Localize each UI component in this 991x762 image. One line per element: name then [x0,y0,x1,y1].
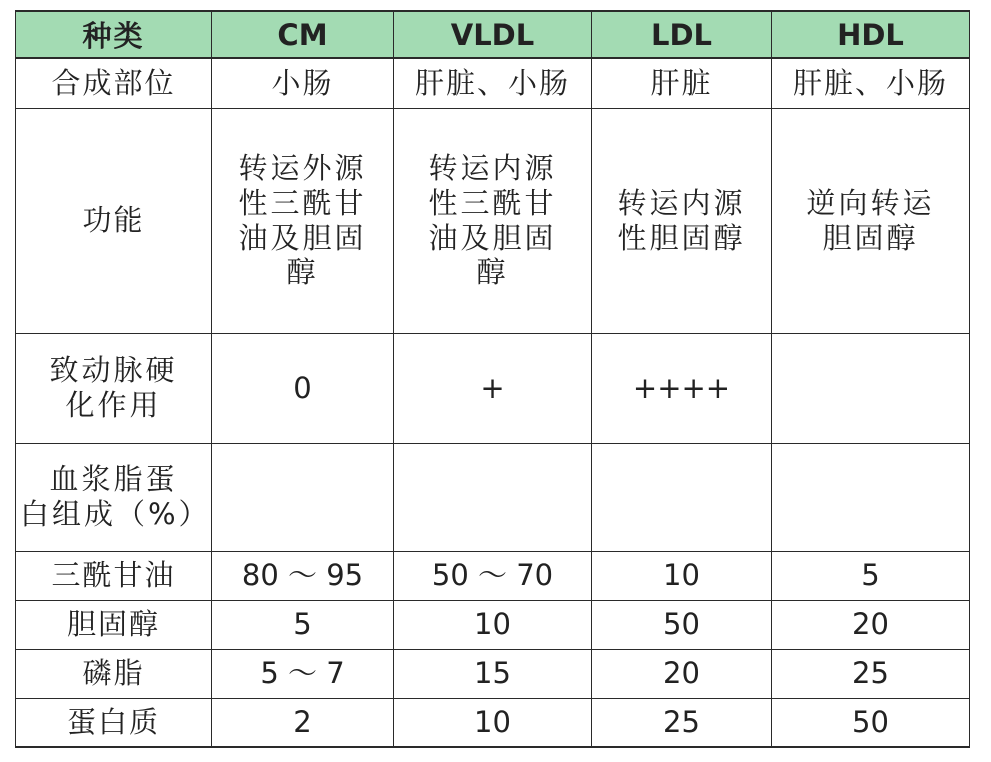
cell-line: 转运内源 [617,185,746,220]
cell-line: 逆向转运 [806,185,935,220]
header-vldl: VLDL [394,11,592,58]
cell-line: 醇 [476,255,509,290]
cell-ldl: 10 [592,551,772,600]
cell-vldl: + [394,333,592,443]
header-hdl: HDL [772,11,970,58]
cell-vldl: 肝脏、小肠 [394,58,592,108]
header-category: 种类 [16,11,212,58]
cell-vldl [394,443,592,551]
label-line: 致动脉硬 [49,353,178,388]
cell-line: 性三酰甘 [428,185,557,220]
lipoprotein-table [15,10,970,748]
cell-hdl: 50 [772,698,970,747]
cell-vldl: 15 [394,649,592,698]
cell-vldl [394,108,592,333]
row-label: 磷脂 [16,649,212,698]
table-row-cholesterol [16,600,970,649]
row-label [16,333,212,443]
header-ldl: LDL [592,11,772,58]
cell-ldl [592,443,772,551]
cell-line: 油及胆固 [428,220,557,255]
cell-line: 醇 [286,255,319,290]
header-cm: CM [212,11,394,58]
cell-ldl: 25 [592,698,772,747]
cell-vldl: 10 [394,698,592,747]
cell-line: 转运外源 [238,150,367,185]
cell-ldl: 肝脏 [592,58,772,108]
label-line: 化作用 [65,388,162,422]
cell-hdl: 5 [772,551,970,600]
table-row-protein [16,698,970,747]
row-label [16,443,212,551]
row-label: 功能 [16,108,212,333]
cell-hdl [772,443,970,551]
table-row-synthesis-site [16,58,970,108]
table-row-function [16,108,970,333]
row-label: 三酰甘油 [16,551,212,600]
cell-cm: 5 ～ 7 [212,649,394,698]
cell-cm: 5 [212,600,394,649]
label-line: 白组成（%） [20,497,211,531]
cell-line: 性三酰甘 [238,185,367,220]
cell-ldl: 50 [592,600,772,649]
cell-ldl: 20 [592,649,772,698]
cell-ldl: ++++ [592,333,772,443]
row-label: 胆固醇 [16,600,212,649]
cell-cm: 2 [212,698,394,747]
cell-line: 胆固醇 [822,220,919,255]
table-row-triglyceride [16,551,970,600]
cell-vldl: 50 ～ 70 [394,551,592,600]
table-row-composition [16,443,970,551]
header-row [16,11,970,58]
cell-line: 油及胆固 [238,220,367,255]
row-label: 蛋白质 [16,698,212,747]
cell-cm: 小肠 [212,58,394,108]
cell-cm: 80 ～ 95 [212,551,394,600]
row-label: 合成部位 [16,58,212,108]
table-row-phospholipid [16,649,970,698]
cell-cm [212,443,394,551]
cell-cm: 0 [212,333,394,443]
table-row-atherogenic [16,333,970,443]
cell-cm [212,108,394,333]
cell-vldl: 10 [394,600,592,649]
cell-hdl: 肝脏、小肠 [772,58,970,108]
cell-ldl [592,108,772,333]
label-line: 血浆脂蛋 [49,462,178,497]
cell-hdl [772,108,970,333]
cell-hdl: 25 [772,649,970,698]
cell-hdl: 20 [772,600,970,649]
cell-line: 性胆固醇 [617,220,746,255]
cell-hdl [772,333,970,443]
cell-line: 转运内源 [428,150,557,185]
